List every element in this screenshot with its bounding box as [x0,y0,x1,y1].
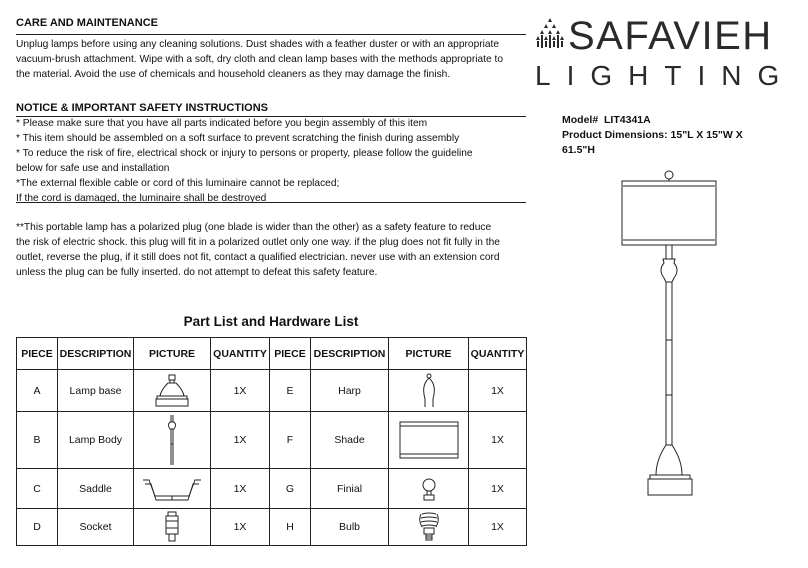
header-quantity: QUANTITY [469,338,527,370]
dimensions-line1: Product Dimensions: 15"L X 15"W X [562,129,743,141]
polarized-line: outlet, reverse the plug, if it still does not fit, contact a qualified electrician. never use with an extension cord [16,252,500,263]
table-row [17,469,527,509]
piece-cell: B [17,412,58,469]
notice-heading: NOTICE & IMPORTANT SAFETY INSTRUCTIONS [16,102,268,114]
harp-icon [419,373,439,409]
table-header-row [17,338,527,370]
notice-line: * To reduce the risk of fire, electrical shock or injury to persons or property, please follow the guideline [16,148,473,159]
quantity-cell: 1X [211,509,270,546]
lamp-body-icon [164,414,180,466]
table-row [17,412,527,469]
picture-cell [389,412,469,469]
quantity-cell: 1X [469,412,527,469]
notice-line: *The external flexible cable or cord of this luminaire cannot be replaced; [16,178,340,189]
part-list-title: Part List and Hardware List [183,314,359,329]
notice-line: * Please make sure that you have all parts indicated before you begin assembly of this item [16,118,428,129]
header-description: DESCRIPTION [311,338,389,370]
polarized-line: the risk of electric shock. this plug will fit in a polarized outlet only one way. if the plug does not fit fully in the [16,237,500,248]
model-label: Model# [562,114,599,126]
description-cell: Lamp Body [58,412,134,469]
notice-line: * This item should be assembled on a soft surface to prevent scratching the finish during assembly [16,133,460,144]
picture-cell [389,509,469,546]
piece-cell: F [270,412,311,469]
divider [16,202,526,203]
chandelier-logo-icon [535,18,565,58]
table-row [17,370,527,412]
header-piece: PIECE [270,338,311,370]
polarized-line: **This portable lamp has a polarized plug (one blade is wider than the other) as a safety feature to reduce [16,222,492,233]
notice-line: below for safe use and installation [16,163,170,174]
piece-cell: H [270,509,311,546]
care-line: Unplug lamps before using any cleaning solutions. Dust shades with a feather duster or with an appropriate [16,39,500,50]
saddle-icon [141,476,203,502]
picture-cell [134,509,211,546]
brand-sub: LIGHTING [535,60,796,91]
divider [16,34,526,35]
socket-icon [163,511,181,543]
care-heading: CARE AND MAINTENANCE [16,17,158,29]
picture-cell [134,469,211,509]
finial-icon [420,476,438,502]
description-cell: Lamp base [58,370,134,412]
model-number: LIT4341A [604,114,651,126]
care-text [16,37,528,82]
brand-logo [535,12,795,92]
bulb-icon [416,511,442,543]
picture-cell [134,412,211,469]
quantity-cell: 1X [211,412,270,469]
header-picture: PICTURE [134,338,211,370]
header-picture: PICTURE [389,338,469,370]
piece-cell: G [270,469,311,509]
polarized-text [16,220,528,280]
dimensions-line2: 61.5"H [562,144,595,156]
description-cell: Socket [58,509,134,546]
description-cell: Finial [311,469,389,509]
polarized-line: unless the plug can be fully inserted. do not attempt to defeat this safety feature. [16,267,378,278]
product-info [562,113,797,158]
description-cell: Bulb [311,509,389,546]
picture-cell [389,469,469,509]
header-quantity: QUANTITY [211,338,270,370]
brand-name: SAFAVIEH [568,14,773,58]
description-cell: Harp [311,370,389,412]
floor-lamp-drawing [610,170,730,560]
table-row [17,509,527,546]
description-cell: Saddle [58,469,134,509]
notice-line: If the cord is damaged, the luminaire shall be destroyed [16,193,267,204]
notice-text [16,116,528,206]
part-list-table [16,337,527,546]
picture-cell [389,370,469,412]
quantity-cell: 1X [469,370,527,412]
care-line: vacuum-brush attachment. Wipe with a soft, dry cloth and clean lamp bases with the methods appropriate to [16,54,503,65]
header-description: DESCRIPTION [58,338,134,370]
piece-cell: E [270,370,311,412]
shade-icon [399,420,459,460]
quantity-cell: 1X [211,469,270,509]
header-piece: PIECE [17,338,58,370]
quantity-cell: 1X [469,469,527,509]
piece-cell: A [17,370,58,412]
piece-cell: D [17,509,58,546]
care-line: the material. Avoid the use of chemicals and household cleaners as they may damage the finish. [16,69,451,80]
quantity-cell: 1X [211,370,270,412]
piece-cell: C [17,469,58,509]
lamp-base-icon [154,374,190,408]
picture-cell [134,370,211,412]
quantity-cell: 1X [469,509,527,546]
description-cell: Shade [311,412,389,469]
